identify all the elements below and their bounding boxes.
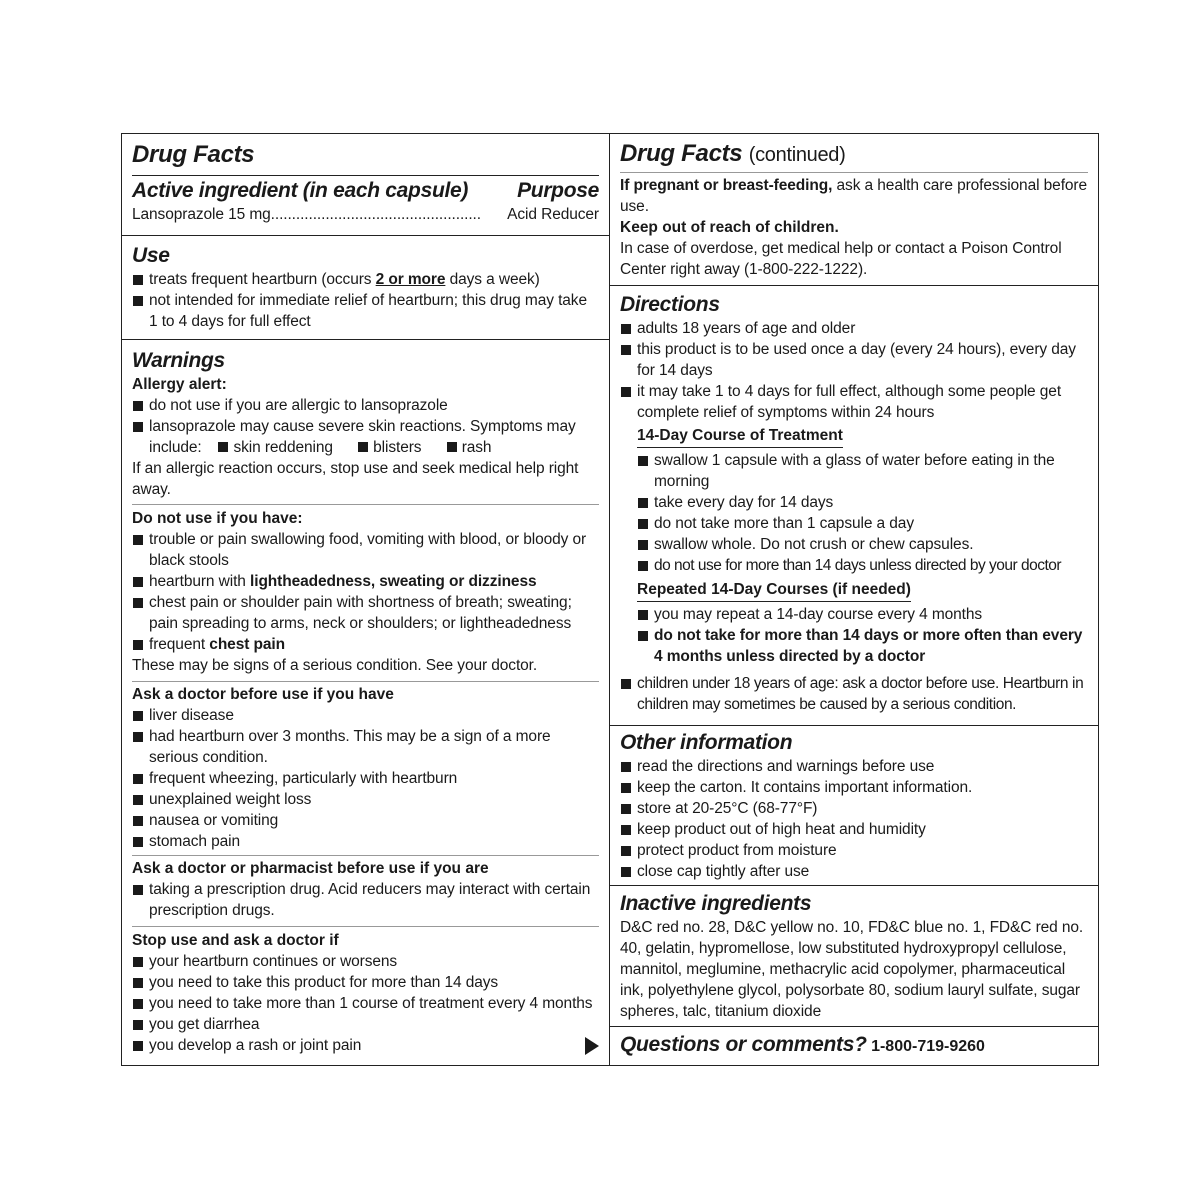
- divider: [132, 926, 599, 927]
- repeat-heading: Repeated 14-Day Courses (if needed): [637, 579, 911, 602]
- questions-label: Questions or comments?: [620, 1033, 867, 1056]
- other-info-item: read the directions and warnings before use: [620, 756, 1088, 777]
- drug-facts-right-panel: [609, 133, 1099, 1066]
- drug-facts-title: Drug Facts: [132, 141, 255, 168]
- bullet-square-icon: [133, 816, 143, 826]
- warnings-heading: Warnings: [132, 349, 225, 372]
- bullet-square-icon: [133, 275, 143, 285]
- bullet-square-icon: [621, 324, 631, 334]
- active-ingredient-section: [122, 134, 609, 236]
- course-item: do not take more than 1 capsule a day: [637, 513, 1088, 534]
- continued-title-section: [610, 134, 1098, 174]
- bullet-square-icon: [621, 867, 631, 877]
- continue-arrow-icon: [585, 1037, 599, 1055]
- directions-item: adults 18 years of age and older: [620, 318, 1088, 339]
- directions-section: [610, 286, 1098, 726]
- divider: [132, 504, 599, 505]
- questions-section: [610, 1027, 1098, 1065]
- other-info-item: keep the carton. It contains important information.: [620, 777, 1088, 798]
- bullet-square-icon: [638, 631, 648, 641]
- allergy-item: lansoprazole may cause severe skin reactions. Symptoms may include: skin reddening blisters rash: [132, 416, 599, 458]
- bullet-square-icon: [133, 837, 143, 847]
- ask-doctor-item: unexplained weight loss: [132, 789, 599, 810]
- bullet-square-icon: [638, 519, 648, 529]
- course-item: swallow whole. Do not crush or chew capsules.: [637, 534, 1088, 555]
- drug-facts-continued-title: Drug Facts: [620, 140, 743, 167]
- do-not-use-heading: Do not use if you have:: [132, 510, 303, 527]
- stop-use-item: you need to take more than 1 course of treatment every 4 months: [132, 993, 599, 1014]
- allergy-alert-heading: Allergy alert:: [132, 376, 227, 393]
- stop-use-heading: Stop use and ask a doctor if: [132, 932, 339, 949]
- bullet-square-icon: [621, 345, 631, 355]
- allergy-note: If an allergic reaction occurs, stop use and seek medical help right away.: [132, 460, 579, 498]
- stop-use-item: you get diarrhea: [132, 1014, 599, 1035]
- divider: [132, 681, 599, 682]
- other-info-item: close cap tightly after use: [620, 861, 1088, 882]
- inactive-ingredients-heading: Inactive ingredients: [620, 892, 812, 915]
- bullet-square-icon: [621, 679, 631, 689]
- stop-use-item: you need to take this product for more than 14 days: [132, 972, 599, 993]
- bullet-square-icon: [621, 804, 631, 814]
- drug-facts-left-panel: [121, 133, 610, 1066]
- use-section: [122, 236, 609, 340]
- bullet-square-icon: [133, 598, 143, 608]
- active-ingredient-heading: Active ingredient (in each capsule): [132, 179, 469, 202]
- allergy-item: do not use if you are allergic to lansoprazole: [132, 395, 599, 416]
- other-info-item: keep product out of high heat and humidity: [620, 819, 1088, 840]
- children-item: children under 18 years of age: ask a doctor before use. Heartburn in children may sometimes be caused by a serious condition.: [620, 673, 1088, 715]
- stop-use-item: your heartburn continues or worsens: [132, 951, 599, 972]
- bullet-square-icon: [133, 422, 143, 432]
- pregnant-label: If pregnant or breast-feeding,: [620, 177, 833, 194]
- bullet-square-icon: [133, 957, 143, 967]
- do-not-use-item: chest pain or shoulder pain with shortness of breath; sweating; pain spreading to arms, neck or shoulders; or lightheadedness: [132, 592, 599, 634]
- ask-pharmacist-section: [122, 856, 609, 921]
- pregnant-text: ask a health care professional before use.: [620, 177, 1088, 215]
- ask-doctor-heading: Ask a doctor before use if you have: [132, 686, 394, 703]
- pregnancy-section: [610, 173, 1098, 286]
- ask-pharmacist-heading: Ask a doctor or pharmacist before use if you are: [132, 860, 489, 877]
- bullet-square-icon: [621, 762, 631, 772]
- bullet-square-icon: [133, 535, 143, 545]
- bullet-square-icon: [638, 498, 648, 508]
- bullet-square-icon: [621, 387, 631, 397]
- stop-use-section: [122, 928, 609, 1056]
- use-item: treats frequent heartburn (occurs 2 or more days a week): [132, 269, 599, 290]
- course-item: do not use for more than 14 days unless directed by your doctor: [637, 555, 1088, 576]
- overdose-text: In case of overdose, get medical help or contact a Poison Control Center right away (1-800-222-1222).: [620, 240, 1062, 278]
- do-not-use-item: trouble or pain swallowing food, vomiting with blood, or bloody or black stools: [132, 529, 599, 571]
- bullet-square-icon: [621, 846, 631, 856]
- continued-label: (continued): [748, 144, 846, 166]
- bullet-square-icon: [638, 540, 648, 550]
- bullet-square-icon: [133, 296, 143, 306]
- bullet-square-icon: [133, 577, 143, 587]
- bullet-square-icon: [133, 401, 143, 411]
- inactive-ingredients-text: D&C red no. 28, D&C yellow no. 10, FD&C blue no. 1, FD&C red no. 40, gelatin, hypromellose, low substituted hydroxypropyl cellulose, mannitol, meglumine, methacrylic acid copolymer, pharmaceutical ink, polyethylene glycol, polysorbate 80, sodium lauryl sulfate, sugar spheres, talc, titanium dioxide: [620, 919, 1084, 1020]
- use-item: not intended for immediate relief of heartburn; this drug may take 1 to 4 days for full effect: [132, 290, 599, 332]
- ask-doctor-section: [122, 683, 609, 852]
- course-item: take every day for 14 days: [637, 492, 1088, 513]
- ask-doctor-item: frequent wheezing, particularly with heartburn: [132, 768, 599, 789]
- ask-pharmacist-item: taking a prescription drug. Acid reducers may interact with certain prescription drugs.: [132, 879, 599, 921]
- repeat-item: you may repeat a 14-day course every 4 months: [637, 604, 1088, 625]
- bullet-square-icon: [638, 610, 648, 620]
- course-item: swallow 1 capsule with a glass of water before eating in the morning: [637, 450, 1088, 492]
- bullet-square-icon: [133, 795, 143, 805]
- do-not-use-item: heartburn with lightheadedness, sweating or dizziness: [132, 571, 599, 592]
- questions-phone: 1-800-719-9260: [871, 1038, 985, 1055]
- bullet-square-icon: [133, 640, 143, 650]
- course-heading: 14-Day Course of Treatment: [637, 425, 843, 448]
- directions-heading: Directions: [620, 293, 720, 316]
- repeat-item: do not take for more than 14 days or more often than every 4 months unless directed by a doctor: [637, 625, 1088, 667]
- do-not-use-note: These may be signs of a serious condition. See your doctor.: [132, 657, 538, 674]
- do-not-use-item: frequent chest pain: [132, 634, 599, 655]
- other-information-section: [610, 726, 1098, 886]
- do-not-use-section: [122, 506, 609, 676]
- ingredient-purpose: Acid Reducer: [507, 206, 599, 223]
- bullet-square-icon: [638, 456, 648, 466]
- purpose-heading: Purpose: [517, 179, 599, 202]
- bullet-square-icon: [621, 825, 631, 835]
- keep-out-heading: Keep out of reach of children.: [620, 219, 839, 236]
- bullet-square-icon: [133, 732, 143, 742]
- bullet-square-icon: [133, 978, 143, 988]
- bullet-square-icon: [133, 711, 143, 721]
- ingredient-name: Lansoprazole 15 mg..................................................: [132, 206, 481, 223]
- bullet-square-icon: [133, 1041, 143, 1051]
- inactive-ingredients-section: [610, 886, 1098, 1027]
- bullet-square-icon: [447, 442, 457, 452]
- bullet-square-icon: [133, 774, 143, 784]
- other-information-heading: Other information: [620, 731, 793, 754]
- directions-item: this product is to be used once a day (every 24 hours), every day for 14 days: [620, 339, 1088, 381]
- other-info-item: protect product from moisture: [620, 840, 1088, 861]
- ask-doctor-item: had heartburn over 3 months. This may be a sign of a more serious condition.: [132, 726, 599, 768]
- bullet-square-icon: [621, 783, 631, 793]
- bullet-square-icon: [638, 561, 648, 571]
- bullet-square-icon: [358, 442, 368, 452]
- directions-item: it may take 1 to 4 days for full effect, although some people get complete relief of symptoms within 24 hours: [620, 381, 1088, 423]
- other-info-item: store at 20-25°C (68-77°F): [620, 798, 1088, 819]
- bullet-square-icon: [133, 885, 143, 895]
- bullet-square-icon: [133, 999, 143, 1009]
- ask-doctor-item: stomach pain: [132, 831, 599, 852]
- ask-doctor-item: liver disease: [132, 705, 599, 726]
- use-heading: Use: [132, 244, 170, 267]
- stop-use-item: you develop a rash or joint pain: [132, 1035, 599, 1056]
- ask-doctor-item: nausea or vomiting: [132, 810, 599, 831]
- bullet-square-icon: [218, 442, 228, 452]
- bullet-square-icon: [133, 1020, 143, 1030]
